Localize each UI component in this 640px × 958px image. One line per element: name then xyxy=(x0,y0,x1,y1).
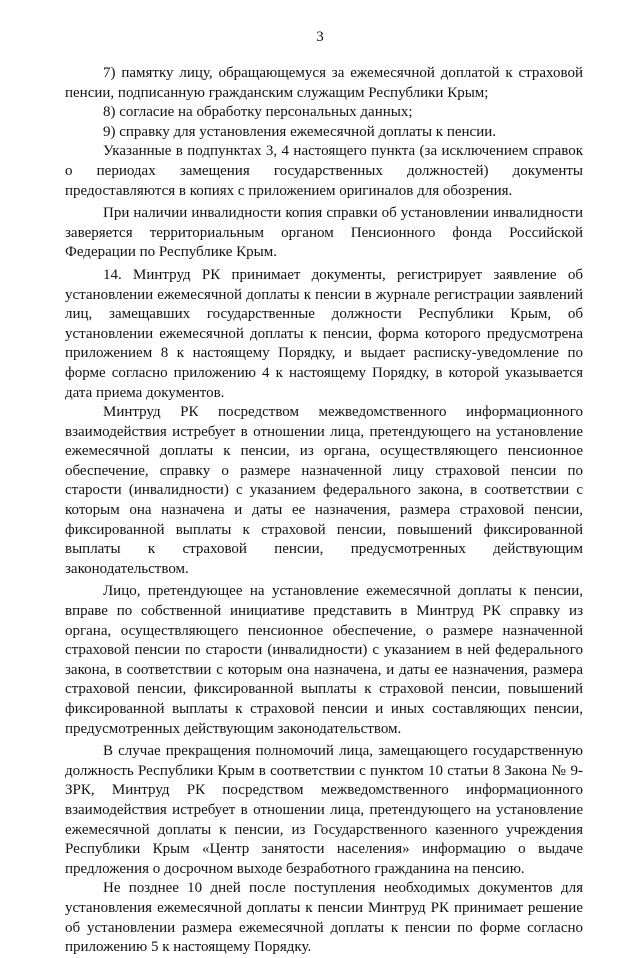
termination-paragraph: В случае прекращения полномочий лица, замещающего государственную должность Республики Крым в соответствии с пунктом 10 статьи 8 Закона № 9-ЗРК, Минтруд РК посредством межведомственного информационного взаимодействия истребует в отношении лица, претендующего на установление ежемесячной доплаты к пенсии, из Государственного казенного учреждения Республики Крым «Центр занятости населения» информацию о выдаче предложения о досрочном выходе безработного гражданина на пенсию. xyxy=(65,743,583,877)
item-8-consent: 8) согласие на обработку персональных данных; xyxy=(103,104,413,121)
interagency-request-paragraph: Минтруд РК посредством межведомственного информационного взаимодействия истребует в отношении лица, претендующего на установление ежемесячной доплаты к пенсии, из органа, осуществляющего пенсионное обеспечение, справку о размере назначенной лицу страховой пенсии по старости (инвалидности) с указанием федерального закона, в соответствии с которым она назначена и даты ее назначения, размера страховой пенсии, фиксированной выплаты к страховой пенсии, повышений фиксированной выплаты к страховой пенсии, предусмотренных действующим законодательством. xyxy=(65,404,583,577)
document-body xyxy=(65,64,583,958)
item-9-certificate: 9) справку для установления ежемесячной доплаты к пенсии. xyxy=(103,123,496,140)
decision-deadline-paragraph: Не позднее 10 дней после поступления необходимых документов для установления ежемесячной доплаты к пенсии Минтруд РК принимает решение об установлении размера ежемесячной доплаты к пенсии по форме согласно приложению 5 к настоящему Порядку. xyxy=(65,880,583,956)
own-initiative-paragraph: Лицо, претендующее на установление ежемесячной доплаты к пенсии, вправе по собственной инициативе представить в Минтруд РК справку из органа, осуществляющего пенсионное обеспечение, о размере назначенной страховой пенсии по старости (инвалидности) с указанием в ней федерального закона, в соответствии с которым она назначена, и даты ее назначения, размера страховой пенсии, фиксированной выплаты к страховой пенсии, повышений фиксированной выплаты к страховой пенсии и иных составляющих пенсии, предусмотренных действующим законодательством. xyxy=(65,583,583,737)
disability-paragraph: При наличии инвалидности копия справки об установлении инвалидности заверяется территориальным органом Пенсионного фонда Российской Федерации по Республике Крым. xyxy=(65,205,583,261)
copies-note-paragraph: Указанные в подпунктах 3, 4 настоящего пункта (за исключением справок о периодах замещения государственных должностей) документы предоставляются в копиях с приложением оригиналов для обозрения. xyxy=(65,143,583,199)
item-7-memo: 7) памятку лицу, обращающемуся за ежемесячной доплатой к страховой пенсии, подписанную гражданским служащим Республики Крым; xyxy=(65,65,583,101)
page-number: 3 xyxy=(316,29,324,45)
clause-14-paragraph: 14. Минтруд РК принимает документы, регистрирует заявление об установлении ежемесячной доплаты к пенсии в журнале регистрации заявлений лиц, замещавших государственные должности Республики Крым, об установлении ежемесячной доплаты к пенсии, форма которого предусмотрена приложением 8 к настоящему Порядку, и выдает расписку-уведомление по форме согласно приложению 4 к настоящему Порядку, в которой указывается дата приема документов. xyxy=(65,266,583,401)
